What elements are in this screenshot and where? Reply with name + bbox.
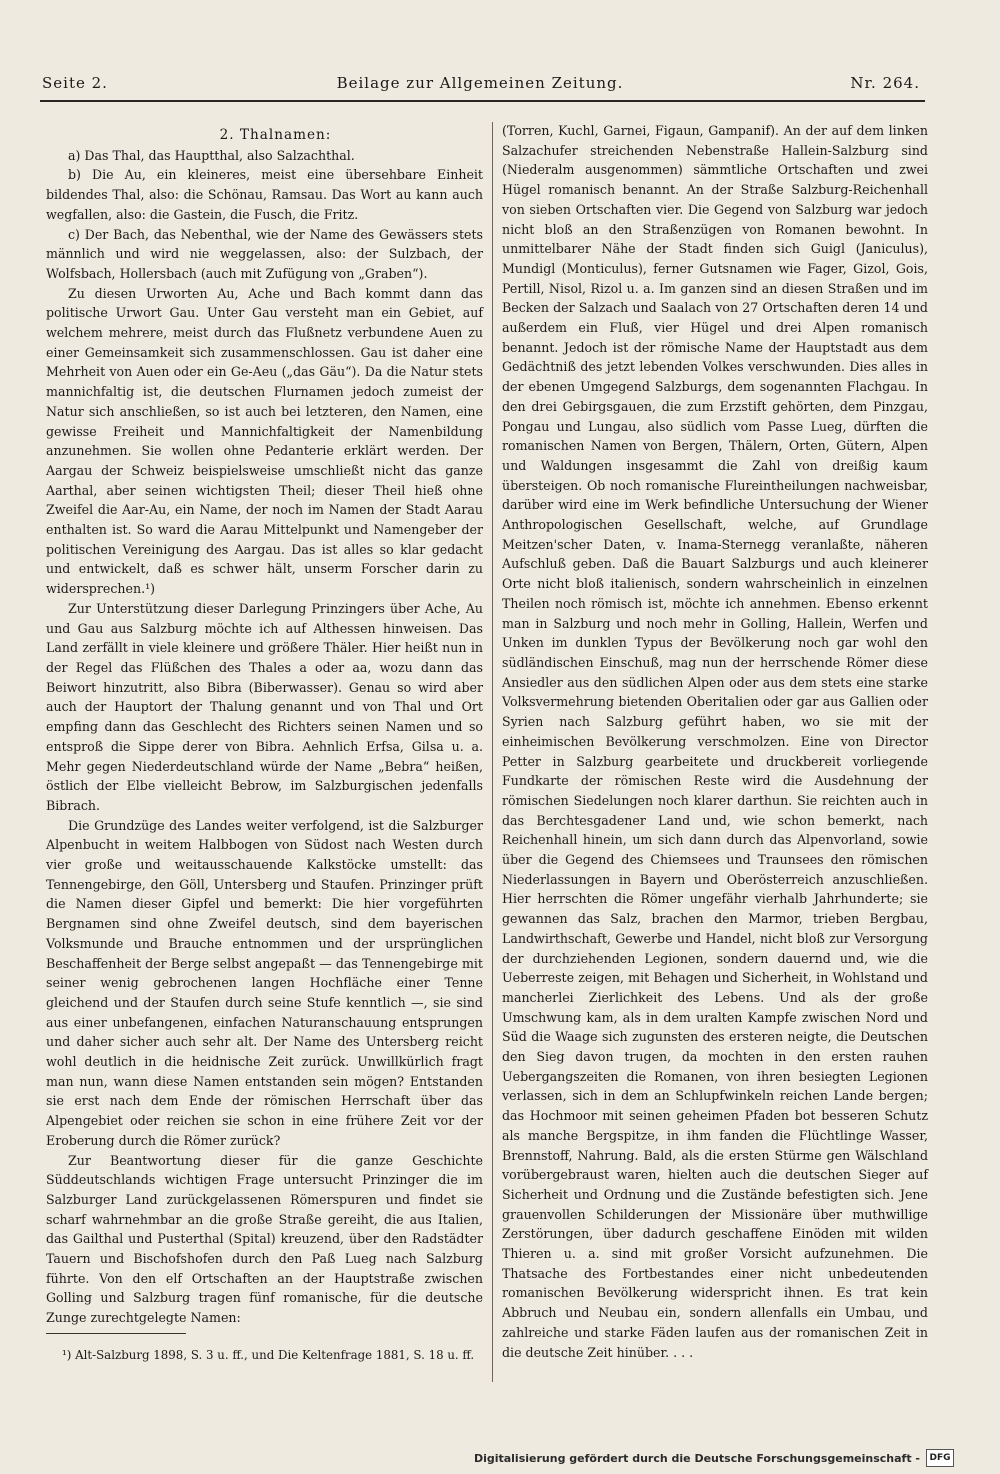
left-column bbox=[46, 126, 483, 1328]
column-divider bbox=[492, 122, 493, 1382]
page-number: Seite 2. bbox=[42, 74, 108, 92]
publication-title: Beilage zur Allgemeinen Zeitung. bbox=[336, 74, 624, 92]
right-column bbox=[502, 121, 928, 1362]
paragraph: b) Die Au, ein kleineres, meist eine übersehbare Einheit bildendes Thal, also: die Schönau, Ramsau. Das Wort au kann auch wegfallen, also: die Gastein, die Fusch, die Fritz. bbox=[46, 167, 483, 222]
paragraph: a) Das Thal, das Hauptthal, also Salzachthal. bbox=[68, 147, 355, 163]
digitization-footer bbox=[474, 1448, 954, 1468]
page-header bbox=[40, 74, 920, 100]
paragraph: Zu diesen Urworten Au, Ache und Bach kommt dann das politische Urwort Gau. Unter Gau versteht man ein Gebiet, auf welchem mehrere, meist durch das Flußnetz verbundene Auen zu einer Gemeinsamkeit sich zusammenschlossen. Gau ist daher eine Mehrheit von Auen oder ein Ge-Aeu („das Gäu“). Da die Natur stets mannichfaltig ist, die deutschen Flurnamen jedoch zumeist der Natur sich anschließen, so ist auch bei letzteren, den Namen, eine gewisse Freiheit und Mannichfaltigkeit der Namenbildung anzunehmen. Sie wollen ohne Pedanterie erklärt werden. Der Aargau der Schweiz beispielsweise umschließt nicht das ganze Aarthal, aber seinen wichtigsten Theil; dieser Theil hieß ohne Zweifel die Aar-Au, ein Name, der noch im Namen der Stadt Aarau enthalten ist. So ward die Aarau Mittelpunkt und Namengeber der politischen Vereinigung des Aargau. Das ist alles so klar gedacht und entwickelt, daß es schwer hält, unserm Forscher darin zu widersprechen.¹) bbox=[46, 285, 483, 597]
paragraph: c) Der Bach, das Nebenthal, wie der Name des Gewässers stets männlich und wird nie weggelassen, also: der Sulzbach, der Wolfsbach, Hollersbach (auch mit Zufügung von „Graben“). bbox=[46, 226, 483, 281]
digitization-credit: Digitalisierung gefördert durch die Deutsche Forschungsgemeinschaft - bbox=[473, 1451, 920, 1465]
footnote: ¹) Alt-Salzburg 1898, S. 3 u. ff., und Die Keltenfrage 1881, S. 18 u. ff. bbox=[62, 1348, 475, 1362]
paragraph: Die Grundzüge des Landes weiter verfolgend, ist die Salzburger Alpenbucht in weitem Halbbogen von Südost nach Westen durch vier große und weitausschauende Kalkstöcke umstellt: das Tennengebirge, den Göll, Untersberg und Staufen. Prinzinger prüft die Namen dieser Gipfel und bemerkt: Die hier vorgeführten Bergnamen sind ohne Zweifel deutsch, sind dem bayerischen Volksmunde und Brauche entnommen und der ursprünglichen Beschaffenheit der Berge selbst angepaßt — das Tennengebirge mit seiner wenig gebrochenen langen Hochfläche einer Tenne gleichend und der Staufen durch seine Stufe kenntlich —, sie sind aus einer unbefangenen, einfachen Naturanschauung entsprungen und daher sicher auch sehr alt. Der Name des Untersberg reicht wohl deutlich in die heidnische Zeit zurück. Unwillkürlich fragt man nun, wann diese Namen entstanden sein mögen? Entstanden sie erst nach dem Ende der römischen Herrschaft über das Alpengebiet oder reichen sie schon in eine frühere Zeit vor der Eroberung durch die Römer zurück? bbox=[46, 817, 483, 1148]
paragraph: (Torren, Kuchl, Garnei, Figaun, Gampanif). An der auf dem linken Salzachufer streichenden Nebenstraße Hallein-Salzburg sind (Niederalm ausgenommen) sämmtliche Ortschaften und zwei Hügel romanisch benannt. An der Straße Salzburg-Reichenhall von sieben Ortschaften vier. Die Gegend von Salzburg war jedoch nicht bloß an den Straßenzügen von Romanen bewohnt. In unmittelbarer Nähe der Stadt finden sich Guigl (Janiculus), Mundigl (Monticulus), ferner Gutsnamen wie Fager, Gizol, Gois, Pertill, Nisol, Rizol u. a. Im ganzen sind an diesen Straßen und im Becken der Salzach und Saalach von 27 Ortschaften deren 14 und außerdem ein Fluß, vier Hügel und drei Alpen romanisch benannt. Jedoch ist der römische Name der Hauptstadt aus dem Gedächtniß des jetzt lebenden Volkes verschwunden. Dies alles in der ebenen Umgegend Salzburgs, dem sogenannten Flachgau. In den drei Gebirgsgauen, die zum Erzstift gehörten, dem Pinzgau, Pongau und Lungau, also südlich vom Passe Lueg, dürften die romanischen Namen von Bergen, Thälern, Orten, Gütern, Alpen und Waldungen insgesammt die Zahl von dreißig kaum übersteigen. Ob noch romanische Flureintheilungen nachweisbar, darüber wird eine im Werk befindliche Untersuchung der Wiener Anthropologischen Gesellschaft, welche, auf Grundlage Meitzen'scher Daten, v. Inama-Sternegg veranlaßte, näheren Aufschluß geben. Daß die Bauart Salzburgs und auch kleinerer Orte nicht bloß italienisch, sondern wahrscheinlich in einzelnen Theilen noch römisch ist, möchte ich annehmen. Ebenso erkennt man in Salzburg und noch mehr in Golling, Hallein, Werfen und Unken im dunklen Typus der Bevölkerung noch gar wohl den südländischen Einschuß, mag nun der herrschende Römer diese Ansiedler aus den südlichen Alpen oder aus dem stets eine starke Volksvermehrung bietenden Oberitalien oder gar aus Gallien oder Syrien nach Salzburg geführt haben, wo sie mit der einheimischen Bevölkerung verschmolzen. Eine von Director Petter in Salzburg gearbeitete und druckbereit vorliegende Fundkarte der römischen Reste wird die Ausdehnung der römischen Siedelungen noch klarer darthun. Sie reichten auch in das Berchtesgadener Land und, wie schon bemerkt, nach Reichenhall hinein, um sich dann durch das Alpenvorland, sowie über die Gegend des Chiemsees und Traunsees den römischen Niederlassungen in Bayern und Oberösterreich anzuschließen. Hier herrschten die Römer ungefähr vierhalb Jahrhunderte; sie gewannen das Salz, brachen den Marmor, trieben Bergbau, Landwirthschaft, Gewerbe und Handel, nicht bloß zur Versorgung der durchziehenden Legionen, sondern dauernd und, wie die Ueberreste zeigen, mit Behagen und Sicherheit, in Wohlstand und mancherlei Zierlichkeit des Lebens. Und als der große Umschwung kam, als in dem uralten Kampfe zwischen Nord und Süd die Waage sich zugunsten des ersteren neigte, die Deutschen den Sieg davon trugen, da mochten in den ersten rauhen Uebergangszeiten die Romanen, von ihren besiegten Legionen verlassen, sich in dem an Schlupfwinkeln reichen Lande bergen; das Hochmoor mit seinen geheimen Pfaden bot besseren Schutz als manche Bergspitze, in ihm fanden die Flüchtlinge Wasser, Brennstoff, Nahrung. Bald, als die ersten Stürme gen Wälschland vorübergebraust waren, hielten auch die deutschen Sieger auf Sicherheit und Ordnung und die Zustände befestigten sich. Jene grauenvollen Schilderungen der Missionäre über muthwillige Zerstörungen, über dadurch geschaffene Einöden mit wilden Thieren u. a. sind mit großer Vorsicht aufzunehmen. Die Thatsache des Fortbestandes einer nicht unbedeutenden romanischen Bevölkerung widerspricht ihnen. Es trat kein Abbruch und Neubau ein, sondern allenfalls ein Umbau, und zahlreiche und starke Fäden laufen aus der romanischen Zeit in die deutsche Zeit hinüber. . . . bbox=[502, 123, 928, 1360]
paragraph: Zur Unterstützung dieser Darlegung Prinzingers über Ache, Au und Gau aus Salzburg möchte ich auf Althessen hinweisen. Das Land zerfällt in viele kleinere und größere Thäler. Hier heißt nun in der Regel das Flüßchen des Thales a oder aa, wozu dann das Beiwort hinzutritt, also Bibra (Biberwasser). Genau so wird aber auch der Hauptort der Thalung genannt und von Thal und Ort empfing dann das Geschlecht des Richters seinen Namen und so entsproß die Sippe derer von Bibra. Aehnlich Erfsa, Gilsa u. a. Mehr gegen Niederdeutschland würde der Name „Bebra“ heißen, östlich der Elbe vielleicht Bebrow, im Salzburgischen jedenfalls Bibrach. bbox=[46, 600, 483, 813]
paragraph: Zur Beantwortung dieser für die ganze Geschichte Süddeutschlands wichtigen Frage untersucht Prinzinger die im Salzburger Land zurückgelassenen Römerspuren und findet sie scharf wahrnehmbar an die große Straße gereiht, die aus Italien, das Gailthal und Pusterthal (Spital) kreuzend, über den Radstädter Tauern und Bischofshofen durch den Paß Lueg nach Salzburg führte. Von den elf Ortschaften an der Hauptstraße zwischen Golling und Salzburg tragen fünf romanische, für die deutsche Zunge zurechtgelegte Namen: bbox=[46, 1152, 483, 1326]
dfg-logo: DFG bbox=[926, 1449, 954, 1467]
issue-number: Nr. 264. bbox=[850, 74, 920, 92]
footnote-rule bbox=[46, 1333, 186, 1334]
section-title: 2. Thalnamen: bbox=[219, 127, 332, 143]
header-rule bbox=[40, 100, 925, 102]
